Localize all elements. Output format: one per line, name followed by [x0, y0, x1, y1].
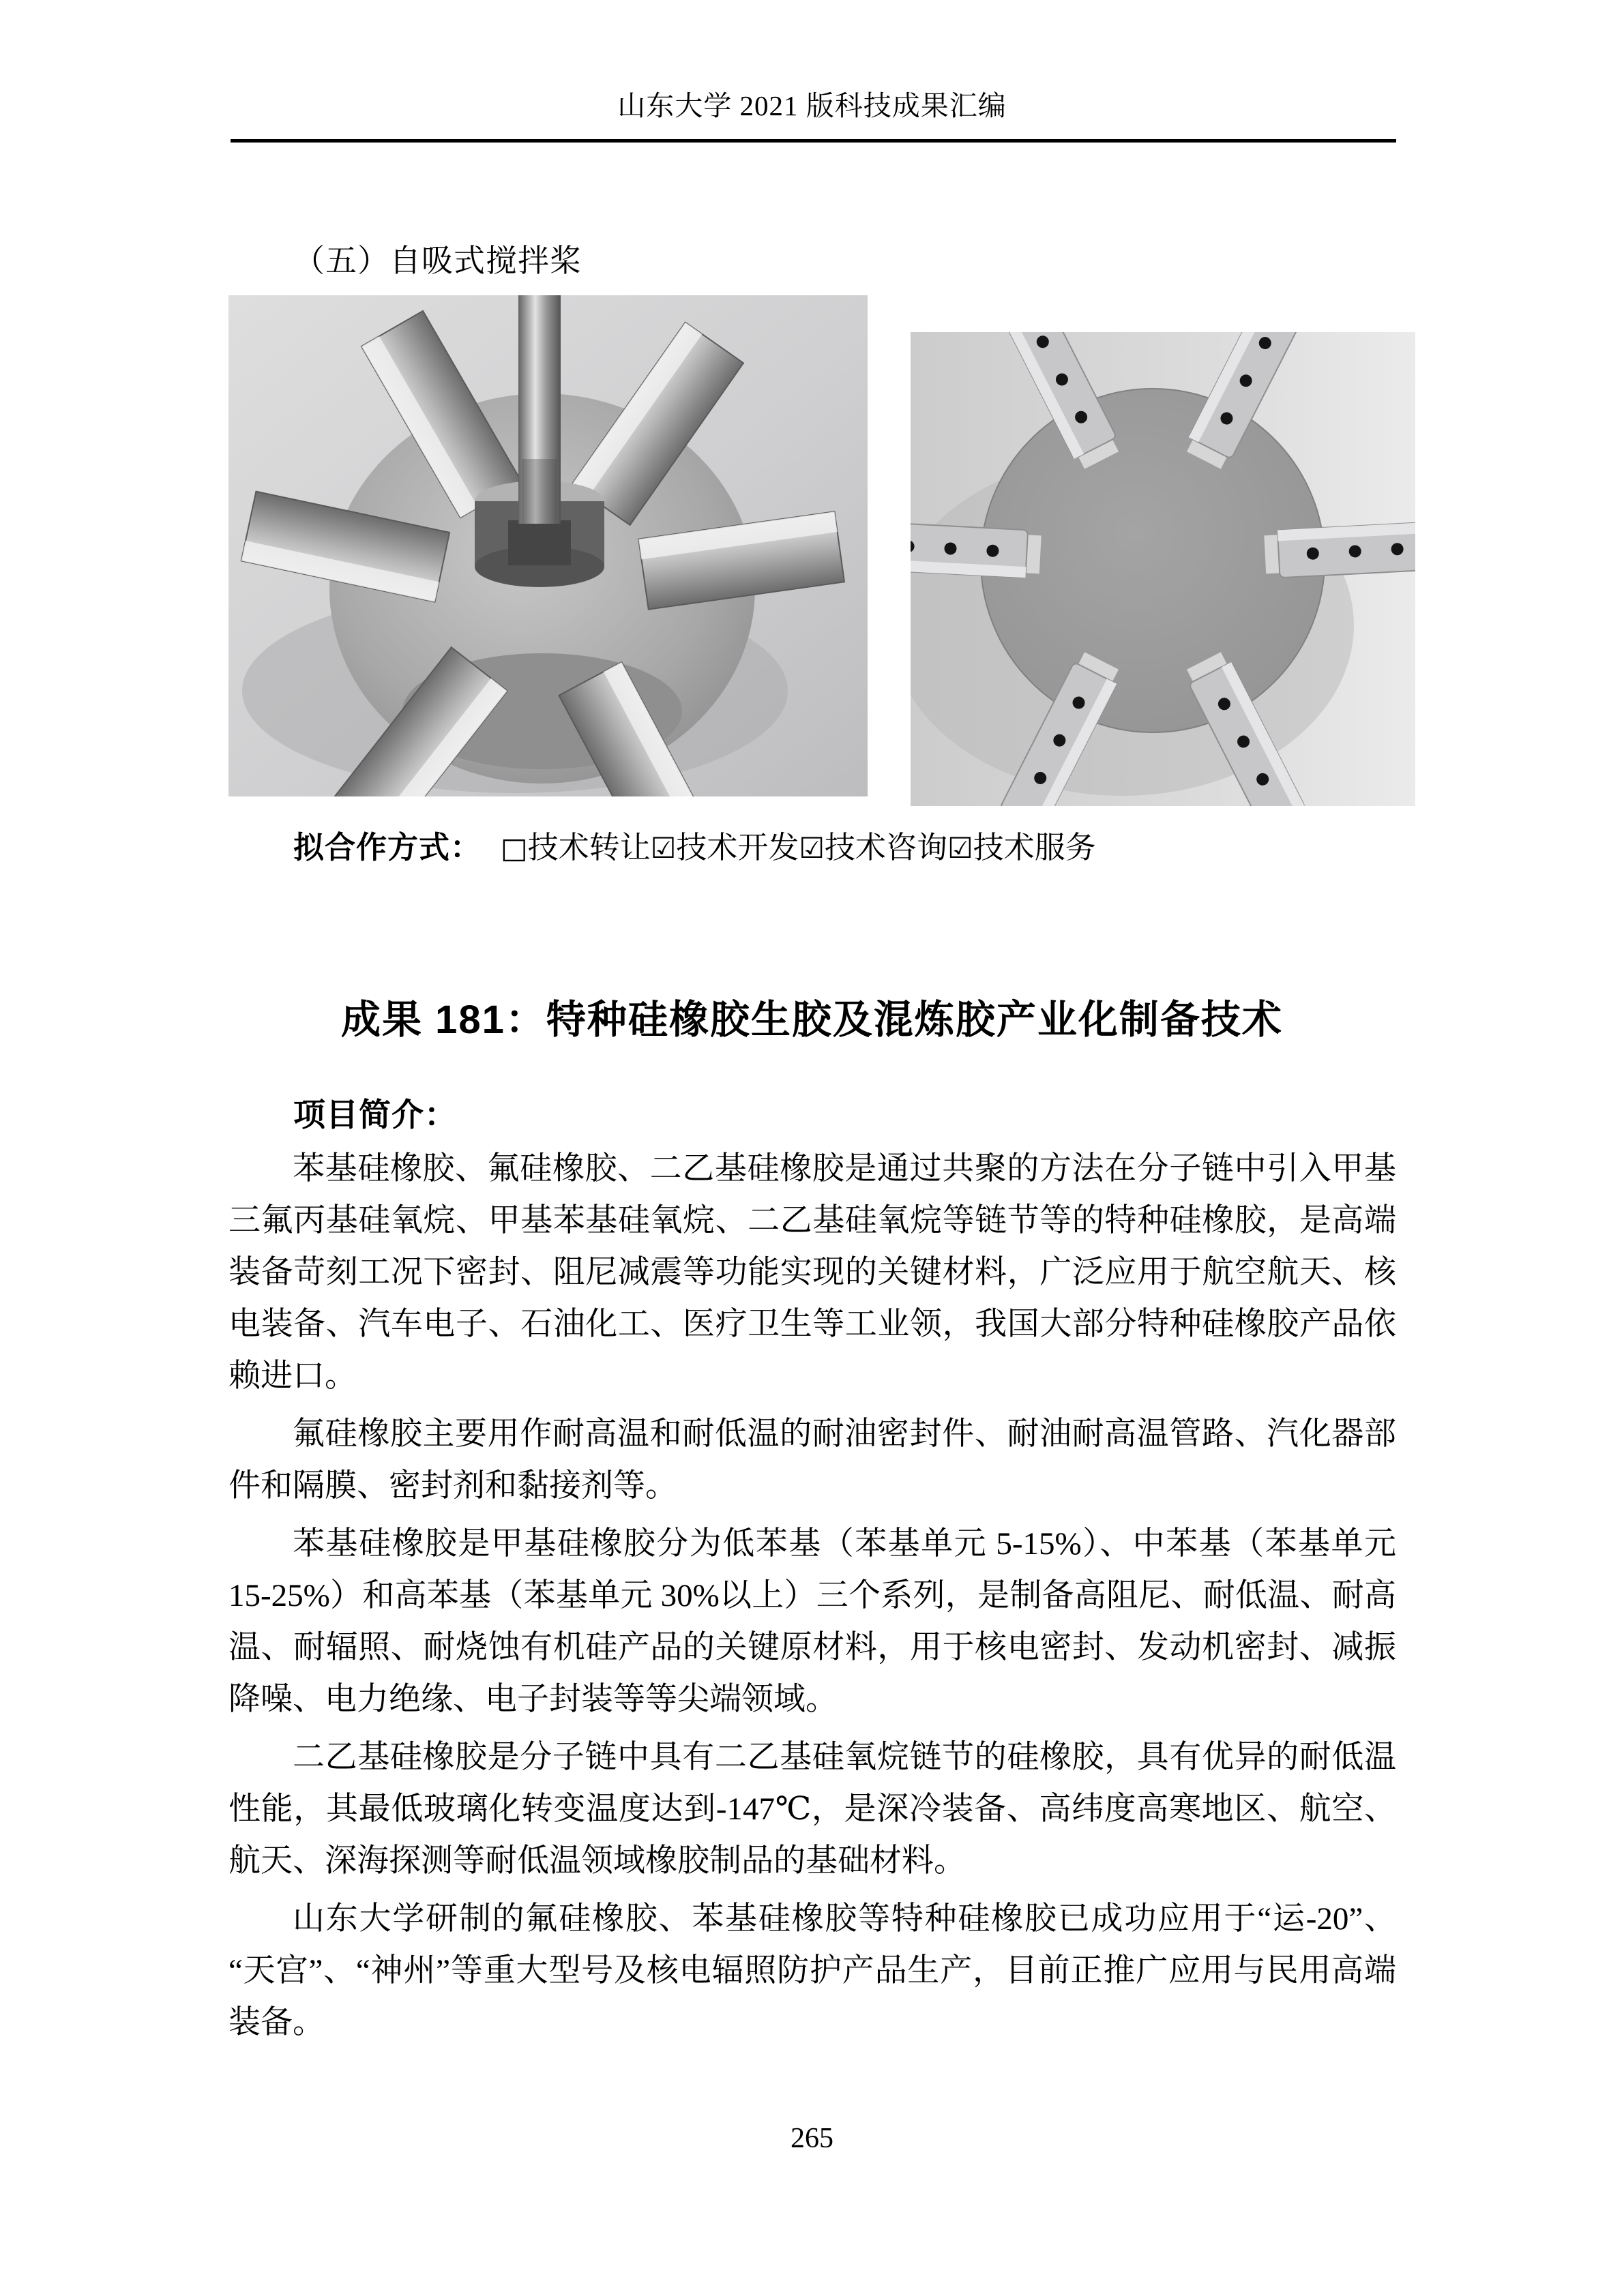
checkbox-checked-icon: ☑	[947, 831, 973, 865]
checkbox-checked-icon: ☑	[650, 831, 677, 865]
cooperation-option-label: 技术开发	[676, 831, 799, 865]
impeller-top-illustration	[911, 332, 1415, 806]
checkbox-checked-icon: ☑	[799, 831, 825, 865]
impeller-side-photo	[228, 295, 868, 796]
cooperation-line	[293, 822, 1402, 867]
cooperation-label: 拟合作方式：	[293, 830, 482, 865]
page-number: 265	[791, 2123, 833, 2154]
cooperation-option-label: 技术服务	[973, 831, 1096, 865]
intro-paragraph: 氟硅橡胶主要用作耐高温和耐低温的耐油密封件、耐油耐高温管路、汽化器部件和隔膜、密封剂和黏接剂等。	[228, 1416, 1396, 1504]
impeller-side-illustration	[228, 295, 868, 796]
intro-paragraph: 苯基硅橡胶、氟硅橡胶、二乙基硅橡胶是通过共聚的方法在分子链中引入甲基三氟丙基硅氧烷、甲基苯基硅氧烷、二乙基硅氧烷等链节等的特种硅橡胶，是高端装备苛刻工况下密封、阻尼减震等功能实现的关键材料，广泛应用于航空航天、核电装备、汽车电子、石油化工、医疗卫生等工业领，我国大部分特种硅橡胶产品依赖进口。	[228, 1151, 1396, 1394]
achievement-title: 成果 181：特种硅橡胶生胶及混炼胶产业化制备技术	[341, 998, 1283, 1042]
header-divider	[231, 139, 1396, 143]
cooperation-options	[501, 831, 1096, 865]
section-heading: （五）自吸式搅拌桨	[293, 243, 582, 278]
cooperation-option-label: 技术咨询	[825, 831, 948, 865]
intro-paragraph: 二乙基硅橡胶是分子链中具有二乙基硅氧烷链节的硅橡胶，具有优异的耐低温性能，其最低玻璃化转变温度达到-147℃，是深冷装备、高纬度高寒地区、航空、航天、深海探测等耐低温领域橡胶制品的基础材料。	[228, 1740, 1396, 1879]
checkbox-unchecked-icon: □	[501, 831, 528, 865]
page-header: 山东大学 2021 版科技成果汇编	[617, 90, 1007, 121]
project-intro-body	[228, 1143, 1396, 2048]
intro-paragraph: 山东大学研制的氟硅橡胶、苯基硅橡胶等特种硅橡胶已成功应用于“运-20”、“天宫”、“神州”等重大型号及核电辐照防护产品生产，目前正推广应用与民用高端装备。	[228, 1901, 1396, 2040]
cooperation-option-label: 技术转让	[527, 831, 651, 865]
intro-paragraph: 苯基硅橡胶是甲基硅橡胶分为低苯基（苯基单元 5-15%）、中苯基（苯基单元 15-25%）和高苯基（苯基单元 30%以上）三个系列，是制备高阻尼、耐低温、耐高温、耐辐照、耐烧蚀有机硅产品的关键原材料，用于核电密封、发动机密封、减振降噪、电力绝缘、电子封装等等尖端领域。	[228, 1526, 1396, 1717]
impeller-top-photo	[911, 332, 1415, 806]
project-intro-label: 项目简介：	[293, 1097, 457, 1133]
